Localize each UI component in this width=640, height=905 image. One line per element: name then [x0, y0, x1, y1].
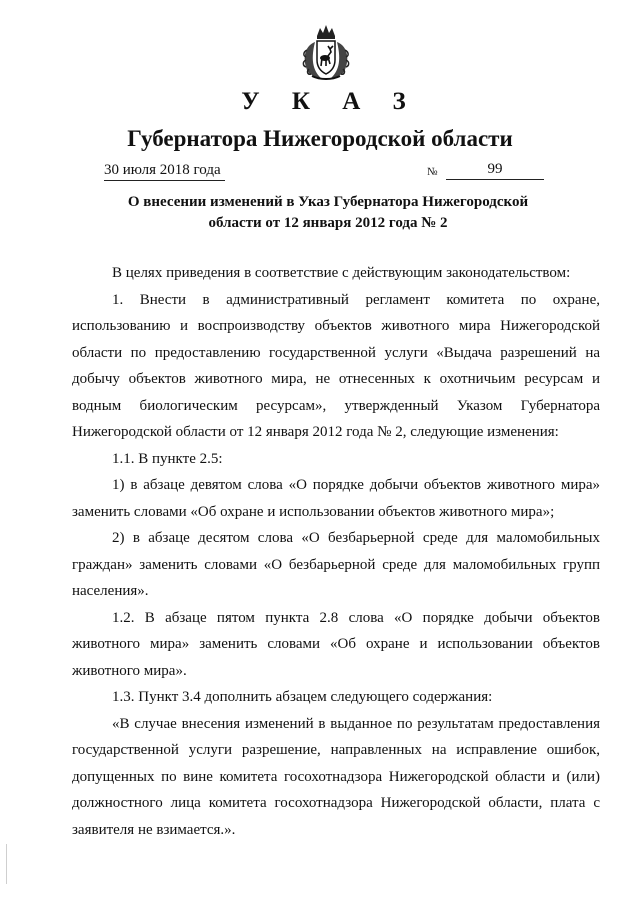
document-body: [72, 260, 600, 843]
subitem-2-paragraph: 2) в абзаце десятом слова «О безбарьерной среде для маломобильных граждан» заменить словами «О безбарьерной среде для маломобильных групп населения».: [72, 530, 600, 599]
intro-paragraph: В целях приведения в соответствие с действующим законодательством:: [112, 265, 571, 281]
document-number-label: №: [427, 166, 438, 178]
item-1-3-paragraph: 1.3. Пункт 3.4 дополнить абзацем следующего содержания:: [112, 689, 493, 705]
item-1-2-paragraph: 1.2. В абзаце пятом пункта 2.8 слова «О порядке добычи объектов животного мира» заменить словами «Об охране и использовании объектов животного мира».: [72, 609, 600, 679]
document-number: 99: [446, 161, 544, 180]
document-subtitle: Губернатора Нижегородской области: [127, 126, 513, 151]
document-title: У К А З: [241, 88, 419, 115]
item-1-paragraph: 1. Внести в административный регламент комитета по охране, использованию и воспроизводству объектов животного мира Нижегородской области по предоставлению государственной услуги «Выдача разрешений на добычу объектов животного мира, не отнесенных к охотничьим ресурсам и водным биологическим ресурсам», утвержденный Указом Губернатора Нижегородской области от 12 января 2012 года № 2, следующие изменения:: [72, 291, 600, 440]
document-date: 30 июля 2018 года: [104, 162, 225, 181]
document-heading: О внесении изменений в Указ Губернатора Нижегородской области от 12 января 2012 года № 2: [127, 194, 529, 231]
item-1-1-paragraph: 1.1. В пункте 2.5:: [112, 450, 223, 467]
coat-of-arms-emblem: [298, 22, 354, 82]
subitem-1-paragraph: 1) в абзаце девятом слова «О порядке добычи объектов животного мира» заменить словами «Об охране и использовании объектов животного мира»;: [72, 477, 600, 520]
scan-edge-line: [6, 844, 7, 884]
quoted-addition-paragraph: «В случае внесения изменений в выданное по результатам предоставления государственной услуги разрешение, направленных на исправление ошибок, допущенных по вине комитета госохотнадзора Нижегородской области и (или) должностного лица комитета госохотнадзора Нижегородской области, плата с заявителя не взимается.».: [72, 715, 600, 838]
